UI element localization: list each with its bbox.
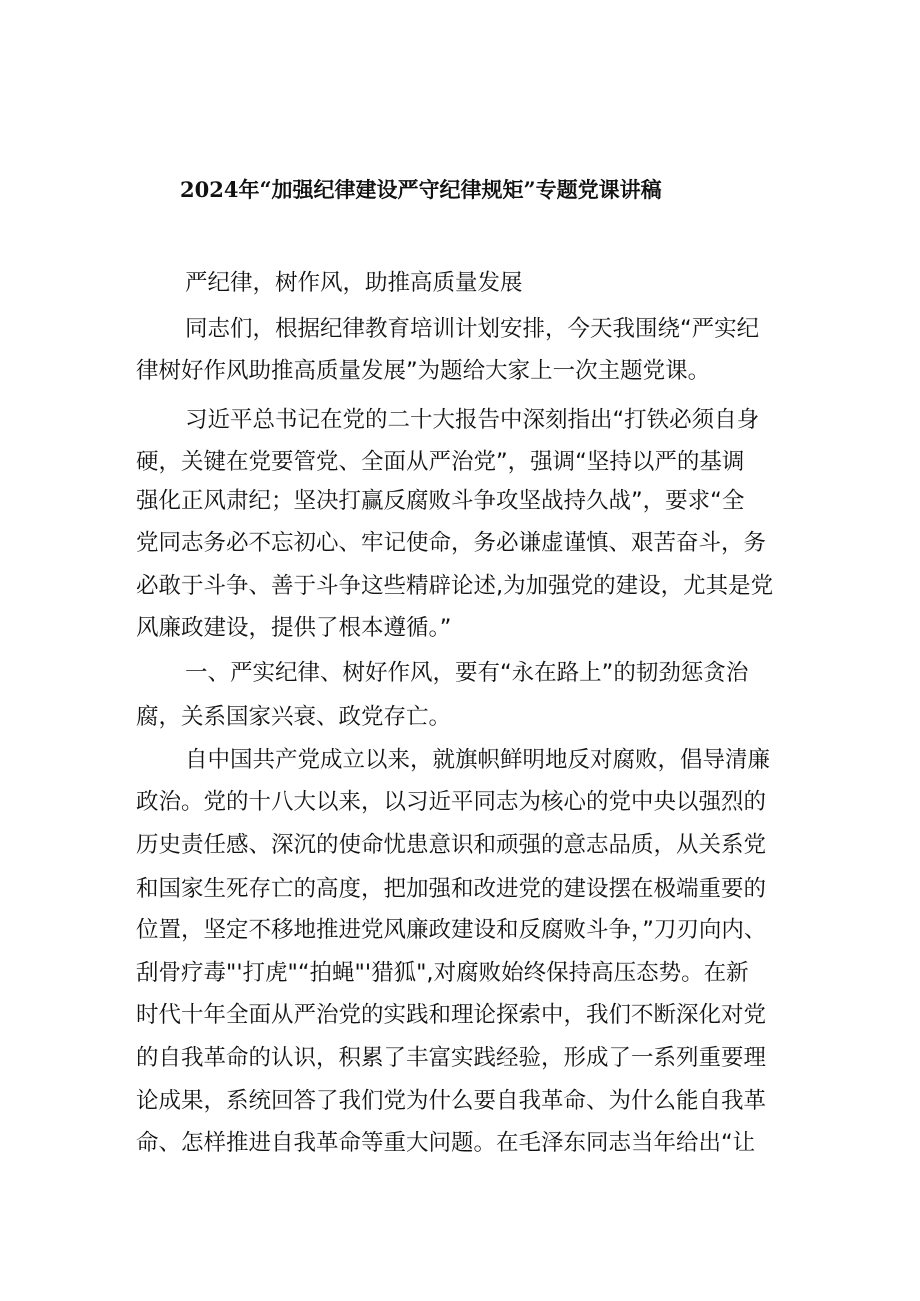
section-heading-line: 一、严实纪律、树好作风，要有“永在路上”的韧劲惩贪治 [185, 660, 749, 686]
subtitle-line: 严纪律，树作风，助推高质量发展 [185, 270, 523, 296]
section-heading-line: 腐，关系国家兴衰、政党存亡。 [136, 704, 452, 730]
paragraph-line: 风廉政建设，提供了根本遵循。” [136, 615, 452, 641]
paragraph-line: 强化正风肃纪；坚决打赢反腐败斗争攻坚战持久战”，要求“全 [136, 488, 745, 514]
paragraph-line: 政治。党的十八大以来，以习近平同志为核心的党中央以强烈的 [136, 789, 767, 815]
paragraph-line: 位置，坚定不移地推进党风廉政建设和反腐败斗争，”刀刃向内、 [136, 917, 767, 943]
paragraph-line: 党同志务必不忘初心、牢记使命，务必谦虚谨慎、艰苦奋斗，务 [136, 530, 767, 556]
paragraph-line: 必敢于斗争、善于斗争这些精辟论述,为加强党的建设，尤其是党 [136, 573, 774, 599]
paragraph-line: 硬，关键在党要管党、全面从严治党”，强调“坚持以严的基调 [136, 449, 745, 475]
paragraph-line: 论成果，系统回答了我们党为什么要自我革命、为什么能自我革 [136, 1088, 767, 1114]
paragraph-line: 的自我革命的认识，积累了丰富实践经验，形成了一系列重要理 [136, 1045, 767, 1071]
paragraph-line: 刮骨疗毒"'打虎"“拍蝇"'猎狐",对腐败始终保持高压态势。在新 [136, 960, 749, 986]
document-title: 2024年“加强纪律建设严守纪律规矩”专题党课讲稿 [180, 177, 662, 202]
paragraph-line: 和国家生死存亡的高度，把加强和改进党的建设摆在极端重要的 [136, 876, 767, 902]
paragraph-line: 同志们，根据纪律教育培训计划安排，今天我围绕“严实纪 [185, 316, 760, 342]
paragraph-line: 历史责任感、深沉的使命忧患意识和顽强的意志品质，从关系党 [136, 832, 767, 858]
paragraph-line: 习近平总书记在党的二十大报告中深刻指出“打铁必须自身 [185, 407, 760, 433]
paragraph-line: 时代十年全面从严治党的实践和理论探索中，我们不断深化对党 [136, 1002, 767, 1028]
paragraph-line: 命、怎样推进自我革命等重大问题。在毛泽东同志当年给出“让 [136, 1130, 756, 1156]
paragraph-line: 自中国共产党成立以来，就旗帜鲜明地反对腐败，倡导清廉 [185, 747, 771, 773]
paragraph-line: 律树好作风助推高质量发展”为题给大家上一次主题党课。 [136, 358, 711, 384]
